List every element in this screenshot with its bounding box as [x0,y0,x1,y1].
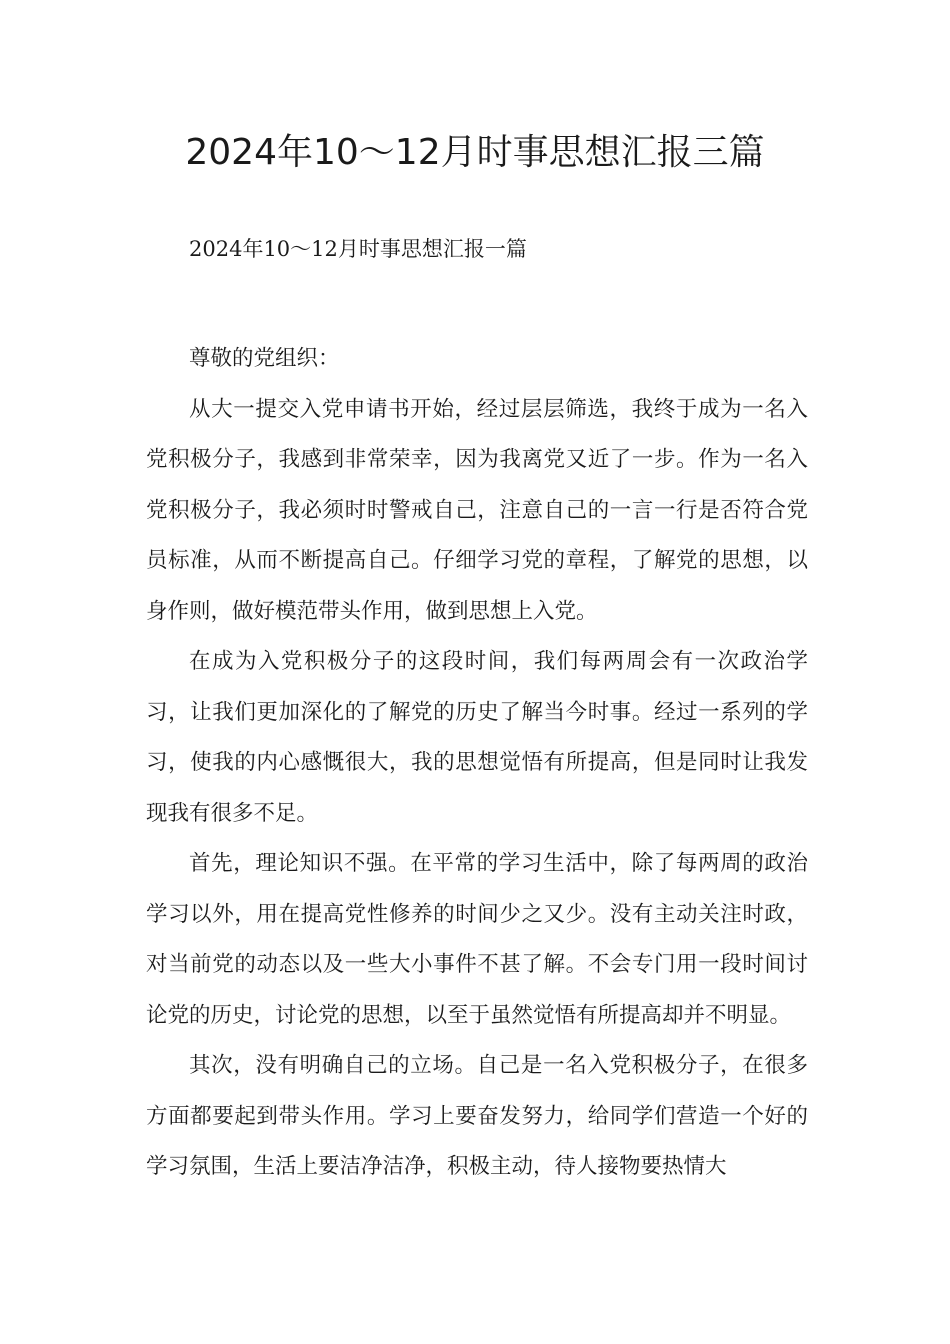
document-body [146,334,808,1193]
paragraph-3: 首先，理论知识不强。在平常的学习生活中，除了每两周的政治学习以外，用在提高党性修养的时间少之又少。没有主动关注时政，对当前党的动态以及一些大小事件不甚了解。不会专门用一段时间讨论党的历史，讨论党的思想，以至于虽然觉悟有所提高却并不明显。 [146,851,808,1028]
salutation: 尊敬的党组织： [189,346,340,371]
document-subtitle: 2024年10～12月时事思想汇报一篇 [189,237,527,261]
paragraph-2: 在成为入党积极分子的这段时间，我们每两周会有一次政治学习，让我们更加深化的了解党的历史了解当今时事。经过一系列的学习，使我的内心感慨很大，我的思想觉悟有所提高，但是同时让我发现我有很多不足。 [146,649,808,826]
document-title: 2024年10～12月时事思想汇报三篇 [185,132,765,173]
paragraph-1: 从大一提交入党申请书开始，经过层层筛选，我终于成为一名入党积极分子，我感到非常荣幸，因为我离党又近了一步。作为一名入党积极分子，我必须时时警戒自己，注意自己的一言一行是否符合党员标准，从而不断提高自己。仔细学习党的章程，了解党的思想，以身作则，做好模范带头作用，做到思想上入党。 [146,396,808,624]
paragraph-4: 其次，没有明确自己的立场。自己是一名入党积极分子，在很多方面都要起到带头作用。学习上要奋发努力，给同学们营造一个好的学习氛围，生活上要洁净洁净，积极主动，待人接物要热情大 [146,1053,808,1179]
